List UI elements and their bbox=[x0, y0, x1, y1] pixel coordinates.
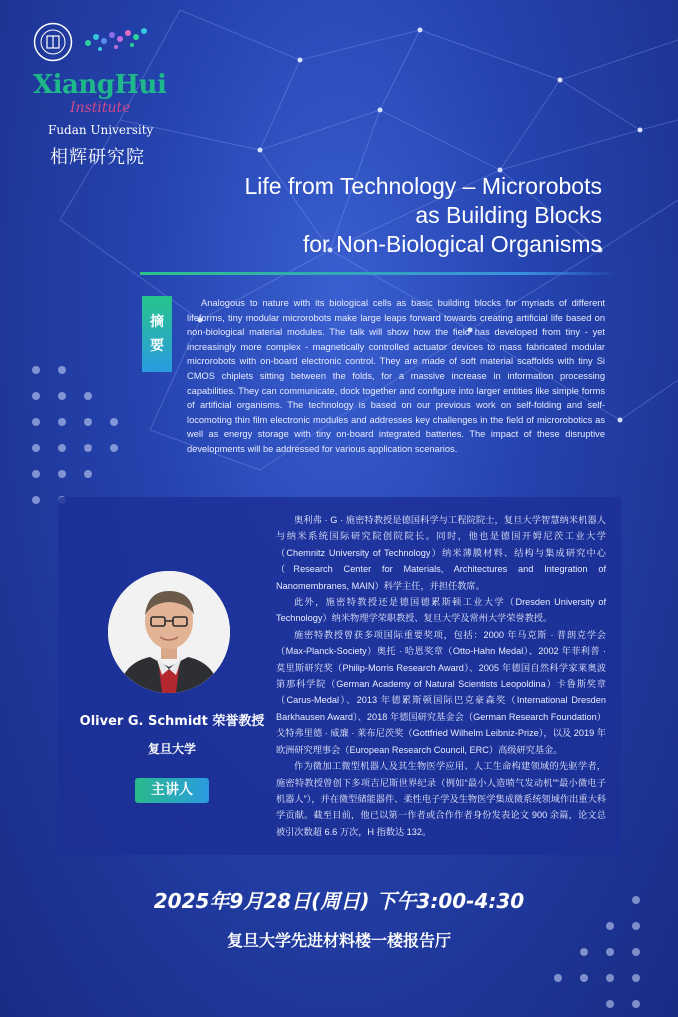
abstract-badge bbox=[142, 296, 172, 372]
event-datetime: 2025年9月28日(周日) 下午3:00-4:30 bbox=[153, 889, 525, 913]
talk-title-line-3: for Non-Biological Organisms bbox=[302, 231, 602, 257]
abstract-badge-char-1: 摘 bbox=[150, 314, 164, 330]
logo-university: Fudan University bbox=[48, 123, 154, 137]
talk-title bbox=[82, 172, 602, 259]
bio-paragraph: 施密特教授曾获多项国际重要奖项，包括：2000 年马克斯 · 普朗克学会（Max-Planck-Society）奥托 · 哈恩奖章（Otto-Hahn Medal）、2002 年菲利普 · 莫里斯研究奖（Philip-Morris Research Award）、2005 年德国自然科学家莱奥波第那科学院（German Academy of Natural Scientists Leopoldina）卡鲁斯奖章（Carus-Medal）、2013 年德累斯顿国际巴克豪森奖（International Dresden Barkhausen Award）、2018 年德国研究基金会（German Research Foundation）戈特弗里德 · 威廉 · 莱布尼茨奖（Gottfried Wilhelm Leibniz-Prize），以及 2019 年欧洲研究理事会（European Research Council, ERC）高级研究基金。 bbox=[276, 629, 606, 755]
speaker-name: Oliver G. Schmidt 荣誉教授 bbox=[79, 714, 265, 729]
logo-name-sub: Institute bbox=[70, 100, 131, 116]
xianghui-dots-logo bbox=[82, 25, 152, 55]
abstract-text: Analogous to nature with its biological cells as basic building blocks for myriads of different lifeforms, tiny modular microrobots make large leaps forward towards creating artificial life based on non-biological material modules. The talk will show how the field has developed from tiny - yet increasingly more complex - magnetically controlled actuator devices to mass fabricated modular microrobots with on-board electronic control. They are made of soft material scaffolds with tiny Si CMOS chiplets sitting between the folds, for a massive increase in information processing capabilities. They can communicate, dock together and configure into larger entities like simple forms of artificial organisms. The technology is based on our previous work on self-folding and self-locomoting thin film electronic modules and addresses key challenges in the field of microrobotics as well as energy storage with tiny on-board integrated batteries. The impact of these disruptive developments will be addressed for various application scenarios. bbox=[187, 298, 605, 454]
logo-name-en: XiangHui bbox=[33, 70, 167, 100]
bio-paragraph: 作为微加工微型机器人及其生物医学应用、人工生命构建领域的先驱学者，施密特教授曾创下多项吉尼斯世界纪录（例如“最小人造喷气发动机”“最小微电子机器人”），并在微型储能器件、柔性电子学及生物医学集成微系统领域作出重大科学贡献。截至目前，他已以第一作者或合作作者身份发表论文 900 余篇，论文总被引次数超 6.6 万次，H 指数达 132。 bbox=[276, 761, 606, 837]
speaker-role-badge: 主讲人 bbox=[135, 778, 209, 803]
abstract-badge-char-2: 要 bbox=[150, 338, 164, 354]
speaker-photo bbox=[108, 571, 230, 693]
logo-name-cn: 相辉研究院 bbox=[50, 147, 145, 168]
talk-title-line-1: Life from Technology – Microrobots bbox=[244, 173, 602, 199]
talk-title-line-2: as Building Blocks bbox=[415, 202, 602, 228]
title-divider bbox=[140, 272, 620, 275]
event-venue: 复旦大学先进材料楼一楼报告厅 bbox=[226, 931, 451, 950]
bio-paragraph: 奥利弗 · G · 施密特教授是德国科学与工程院院士，复旦大学智慧纳米机器人与纳米系统国际研究院创院院长。同时，他也是德国开姆尼茨工业大学（Chemnitz University of Technology）纳米薄膜材料、结构与集成研究中心（Research Center for Materials, Architectures and Integration of Nanomembranes, MAIN）科学主任，并担任教席。 bbox=[276, 515, 606, 591]
speaker-affiliation: 复旦大学 bbox=[147, 742, 196, 756]
speaker-bio bbox=[276, 512, 606, 840]
speaker-portrait-image bbox=[108, 571, 230, 693]
bio-paragraph: 此外，施密特教授还是德国德累斯顿工业大学（Dresden University of Technology）纳米物理学荣职教授、复旦大学及常州大学荣誉教授。 bbox=[276, 597, 606, 624]
fudan-seal-logo bbox=[33, 22, 73, 62]
